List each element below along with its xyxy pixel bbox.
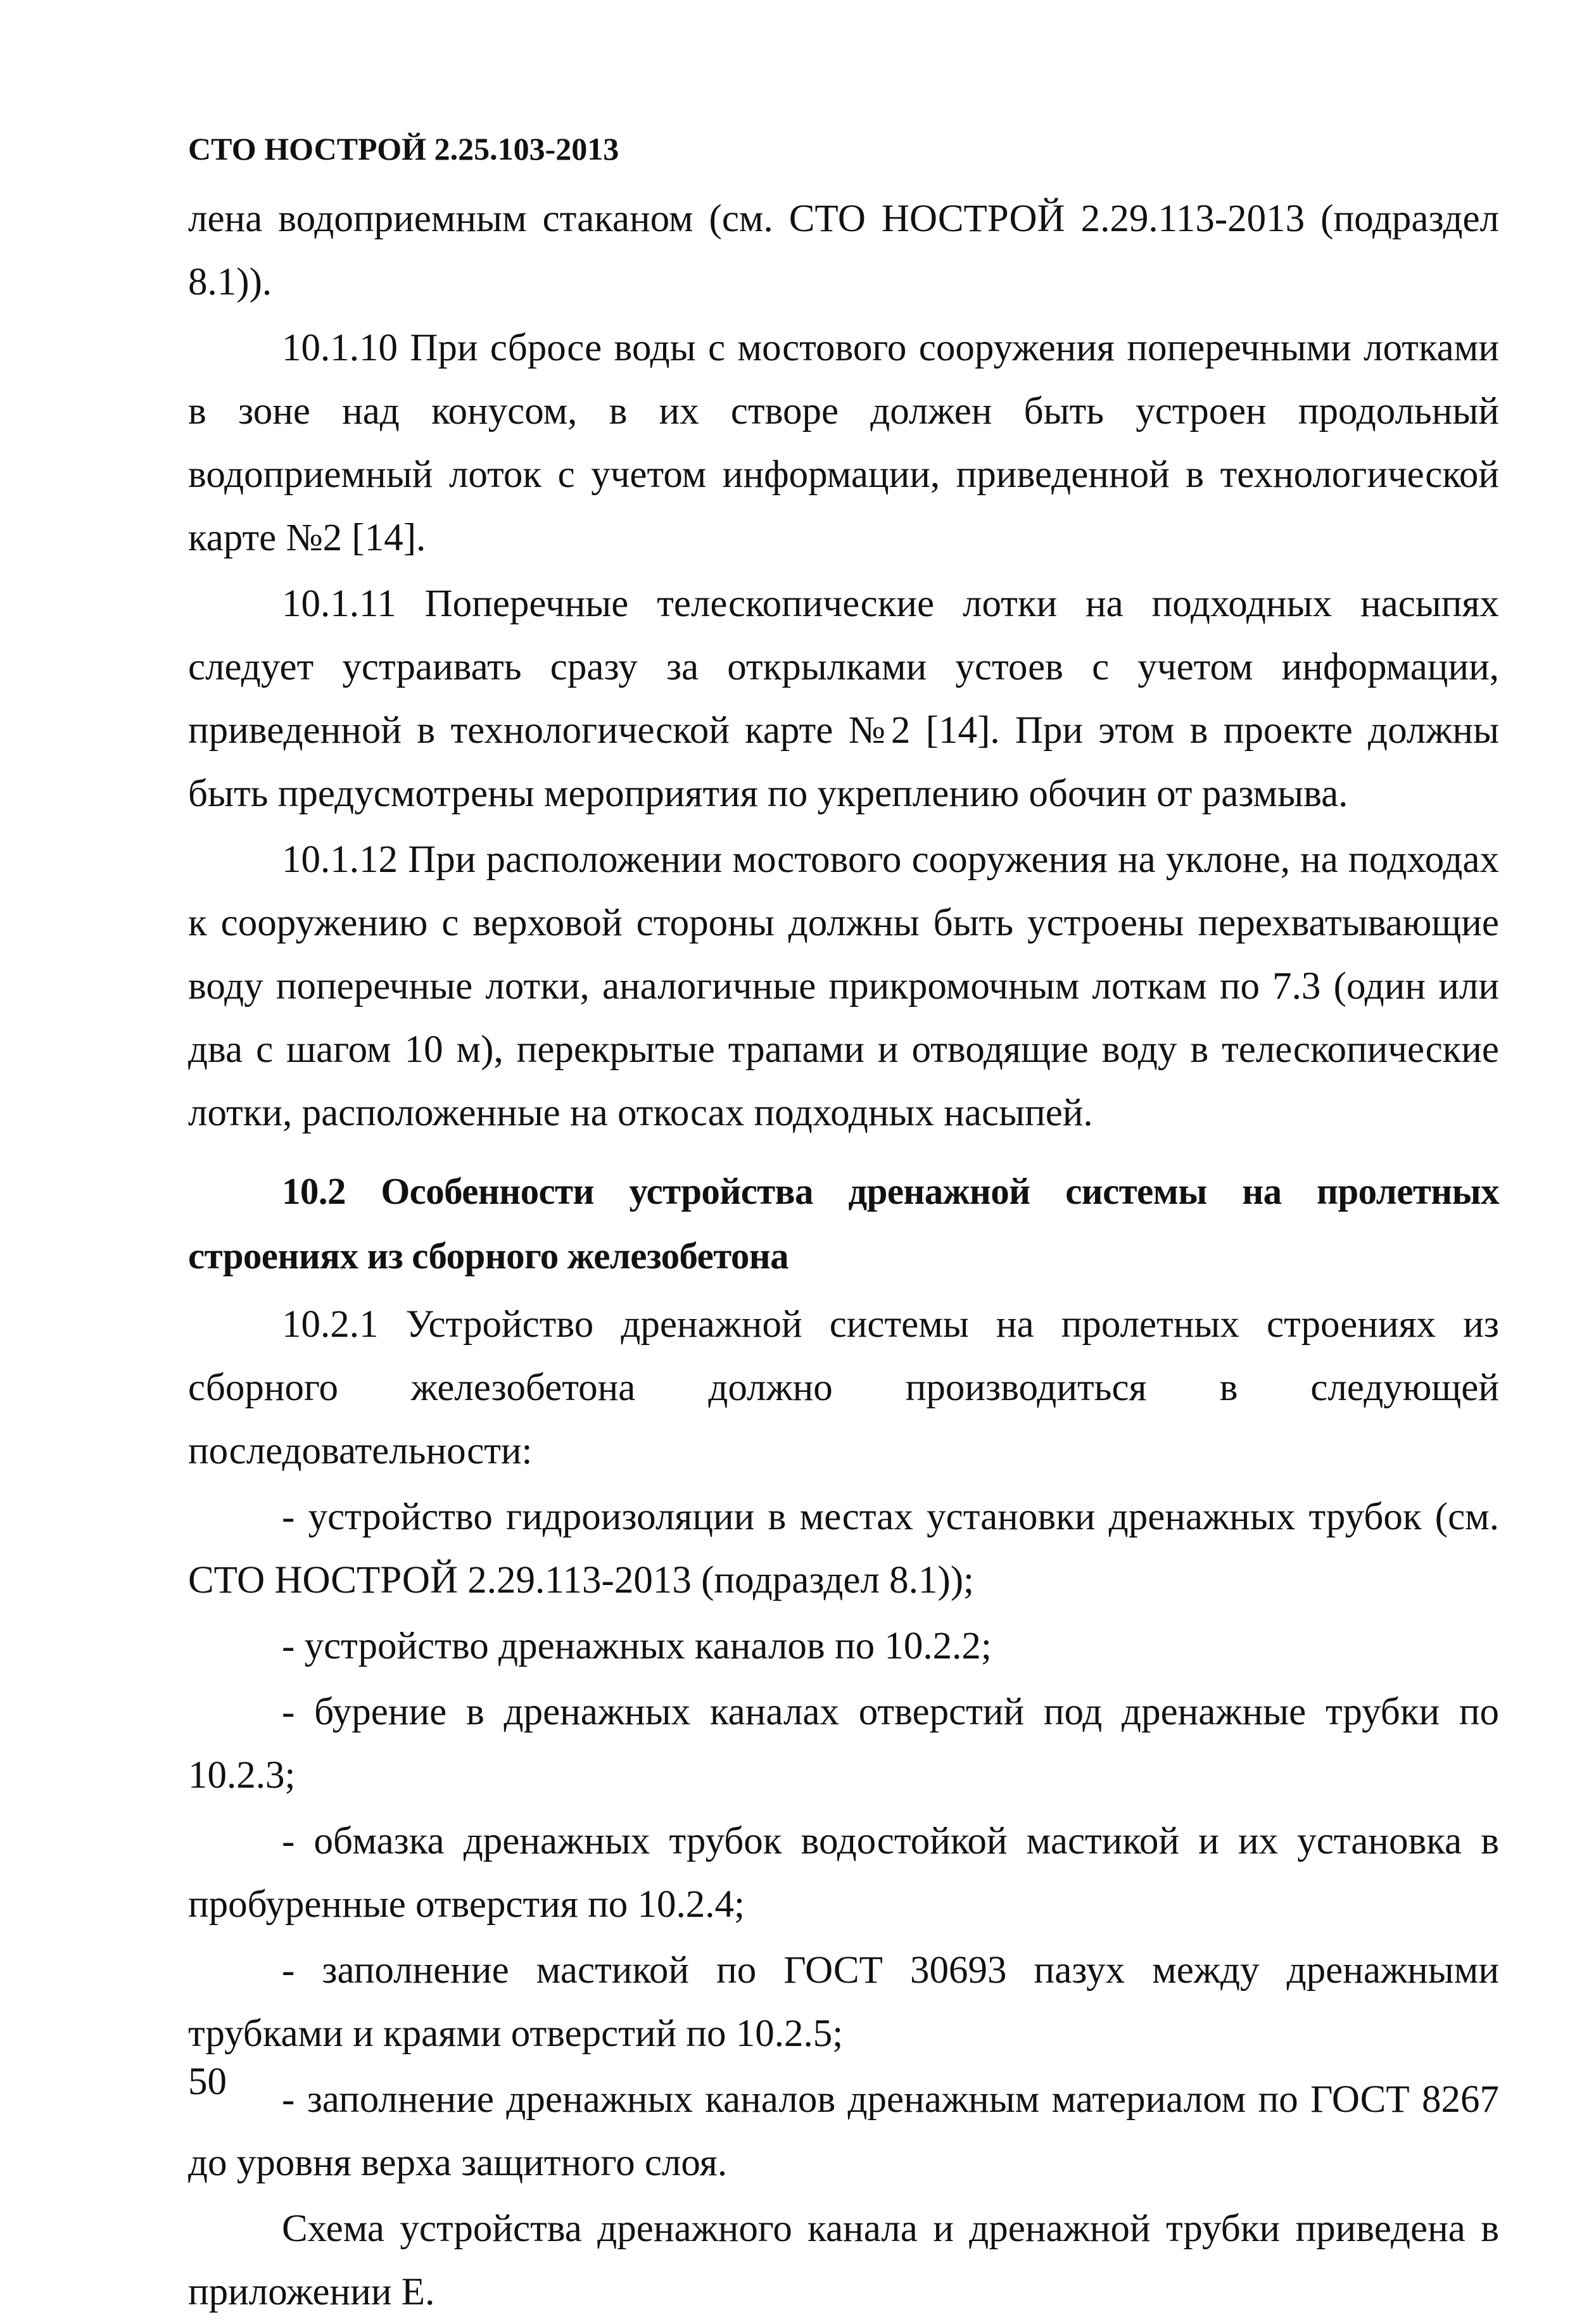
list-item-filling-channels: - заполнение дренажных каналов дренажным материалом по ГОСТ 8267 до уровня верха защитного слоя. — [188, 2078, 1499, 2184]
paragraph-10-1-12: 10.1.12 При расположении мостового сооружения на уклоне, на подходах к сооружению с верховой стороны должны быть устроены перехватывающие воду поперечные лотки, аналогичные прикромочным лоткам по 7.3 (один или два с шагом 10 м), перекрытые трапами и отводящие воду в телескопические лотки, расположенные на откосах подходных насыпей. — [188, 838, 1499, 1134]
section-heading-10-2: 10.2 Особенности устройства дренажной системы на пролетных строениях из сборного железобетона — [188, 1170, 1499, 1277]
document-code-header: СТО НОСТРОЙ 2.25.103-2013 — [188, 131, 619, 167]
list-item-drilling: - бурение в дренажных каналах отверстий под дренажные трубки по 10.2.3; — [188, 1691, 1499, 1797]
list-item-filling-mastic: - заполнение мастикой по ГОСТ 30693 пазух между дренажными трубками и краями отверстий по 10.2.5; — [188, 1949, 1499, 2055]
page-body — [188, 187, 1499, 2324]
page-number: 50 — [188, 2061, 227, 2103]
list-item-drainage-channels: - устройство дренажных каналов по 10.2.2; — [282, 1625, 992, 1667]
list-item-coating-tubes: - обмазка дренажных трубок водостойкой мастикой и их установка в пробуренные отверстия по 10.2.4; — [188, 1820, 1499, 1926]
list-item-waterproofing: - устройство гидроизоляции в местах установки дренажных трубок (см. СТО НОСТРОЙ 2.29.113-2013 (подраздел 8.1)); — [188, 1496, 1499, 1601]
paragraph-appendix-reference: Схема устройства дренажного канала и дренажной трубки приведена в приложении Е. — [188, 2207, 1499, 2313]
paragraph-continuation: лена водоприемным стаканом (см. СТО НОСТРОЙ 2.29.113-2013 (подраздел 8.1)). — [188, 198, 1499, 303]
paragraph-10-1-11: 10.1.11 Поперечные телескопические лотки на подходных насыпях следует устраивать сразу за открылками устоев с учетом информации, приведенной в технологической карте №2 [14]. При этом в проекте должны быть предусмотрены мероприятия по укреплению обочин от размыва. — [188, 583, 1499, 815]
paragraph-10-1-10: 10.1.10 При сбросе воды с мостового сооружения поперечными лотками в зоне над конусом, в их створе должен быть устроен продольный водоприемный лоток с учетом информации, приведенной в технологической карте №2 [14]. — [188, 327, 1499, 559]
paragraph-10-2-1: 10.2.1 Устройство дренажной системы на пролетных строениях из сборного железобетона должно производиться в следующей последовательности: — [188, 1303, 1499, 1472]
